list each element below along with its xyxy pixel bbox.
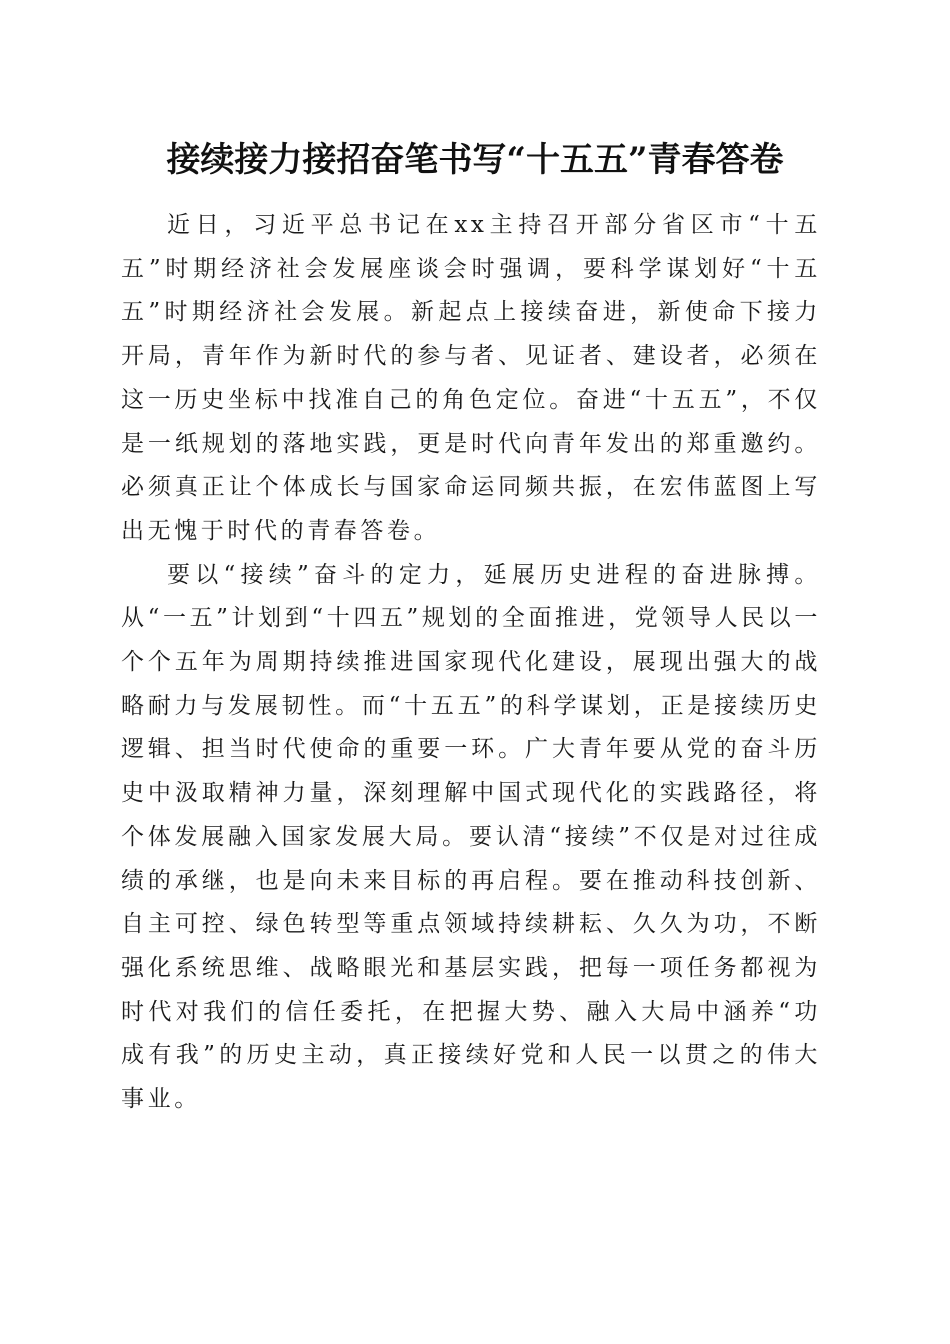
- paragraph-1: 近日，习近平总书记在xx主持召开部分省区市“十五五”时期经济社会发展座谈会时强调，要科学谋划好“十五五”时期经济社会发展。新起点上接续奋进，新使命下接力开局，青年作为新时代的参与者、见证者、建设者，必须在这一历史坐标中找准自己的角色定位。奋进“十五五”，不仅是一纸规划的落地实践，更是时代向青年发出的郑重邀约。必须真正让个体成长与国家命运同频共振，在宏伟蓝图上写出无愧于时代的青春答卷。: [121, 212, 821, 544]
- document-body: [121, 204, 821, 1122]
- paragraph-2: 要以“接续”奋斗的定力，延展历史进程的奋进脉搏。从“一五”计划到“十四五”规划的全面推进，党领导人民以一个个五年为周期持续推进国家现代化建设，展现出强大的战略耐力与发展韧性。而“十五五”的科学谋划，正是接续历史逻辑、担当时代使命的重要一环。广大青年要从党的奋斗历史中汲取精神力量，深刻理解中国式现代化的实践路径，将个体发展融入国家发展大局。要认清“接续”不仅是对过往成绩的承继，也是向未来目标的再启程。要在推动科技创新、自主可控、绿色转型等重点领域持续耕耘、久久为功，不断强化系统思维、战略眼光和基层实践，把每一项任务都视为时代对我们的信任委托，在把握大势、融入大局中涵养“功成有我”的历史主动，真正接续好党和人民一以贯之的伟大事业。: [121, 561, 821, 1113]
- document-title: 接续接力接招奋笔书写“十五五”青春答卷: [166, 140, 784, 180]
